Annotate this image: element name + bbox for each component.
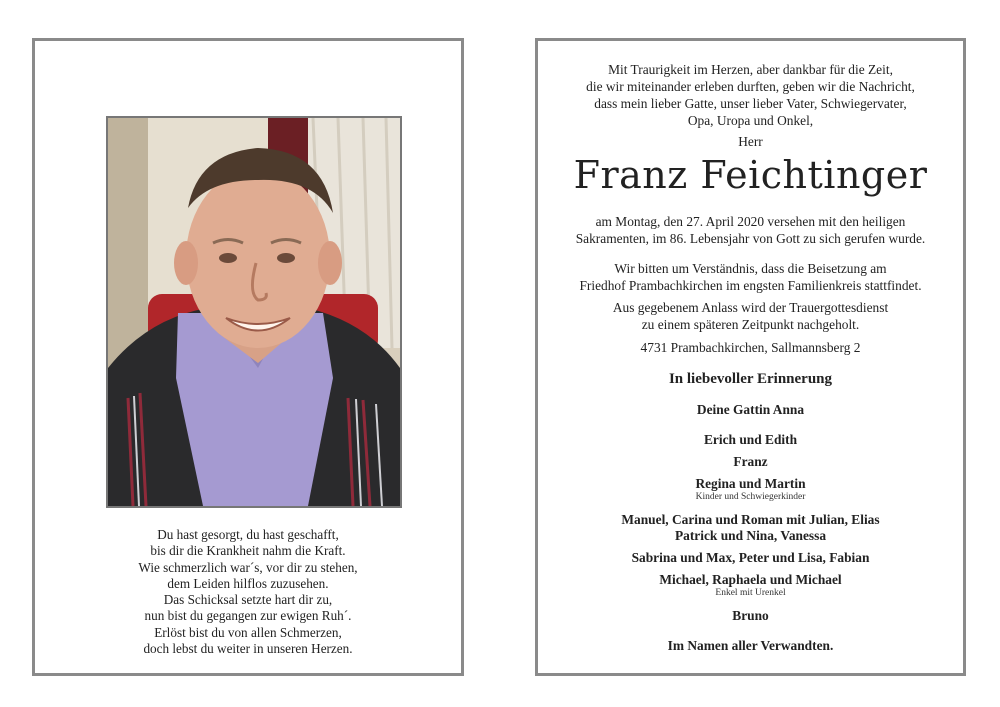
intro-line: Opa, Uropa und Onkel,: [687, 113, 814, 128]
closing-line: Im Namen aller Verwandten.: [667, 638, 834, 653]
children-caption: Kinder und Schwiegerkinder: [695, 492, 806, 502]
grandchildren-caption: Enkel mit Urenkel: [715, 588, 786, 598]
child-entry: Erich und Edith: [703, 432, 798, 447]
poem-line: nun bist du gegangen zur ewigen Ruh´.: [144, 608, 352, 624]
deceased-name: Franz Feichtinger: [573, 153, 928, 197]
burial-notice-line: Wir bitten um Verständnis, dass die Beisetzung am: [614, 261, 887, 276]
poem-line: doch lebst du weiter in unseren Herzen.: [143, 641, 353, 657]
poem-line: dem Leiden hilflos zuzusehen.: [167, 575, 329, 591]
child-entry: Franz: [733, 454, 768, 469]
intro-line: dass mein lieber Gatte, unser lieber Vater, Schwiegervater,: [594, 96, 907, 111]
wife: Deine Gattin Anna: [696, 402, 805, 417]
poem-line: Das Schicksal setzte hart dir zu,: [163, 592, 333, 608]
grandchild-entry: Patrick und Nina, Vanessa: [674, 528, 827, 543]
sibling: Bruno: [732, 608, 769, 623]
portrait-photo: [106, 116, 402, 508]
intro-line: Mit Traurigkeit im Herzen, aber dankbar für die Zeit,: [608, 62, 893, 77]
death-notice-line: Sakramenten, im 86. Lebensjahr von Gott zu sich gerufen wurde.: [575, 231, 926, 246]
poem-line: Du hast gesorgt, du hast geschafft,: [157, 527, 339, 542]
intro-line: die wir miteinander erleben durften, geben wir die Nachricht,: [586, 79, 915, 94]
address: 4731 Prambachkirchen, Sallmannsberg 2: [640, 340, 861, 355]
poem-line: bis dir die Krankheit nahm die Kraft.: [150, 543, 346, 559]
portrait-illustration: [108, 118, 400, 506]
service-notice-line: Aus gegebenem Anlass wird der Trauergottesdienst: [612, 300, 889, 315]
poem-line: Wie schmerzlich war´s, vor dir zu stehen,: [138, 559, 358, 575]
right-card: [535, 38, 966, 676]
grandchild-entry: Manuel, Carina und Roman mit Julian, Elias: [621, 512, 880, 527]
service-notice-line: zu einem späteren Zeitpunkt nachgeholt.: [641, 317, 860, 332]
left-card: [32, 38, 464, 676]
grandchild-entry: Sabrina und Max, Peter und Lisa, Fabian: [631, 550, 870, 565]
child-entry: Regina und Martin: [695, 476, 806, 491]
mourners-heading: In liebevoller Erinnerung: [668, 371, 833, 387]
death-notice: [538, 213, 963, 247]
service-notice: [538, 299, 963, 333]
salutation: Herr: [738, 134, 763, 149]
death-notice-line: am Montag, den 27. April 2020 versehen mit den heiligen: [595, 214, 906, 229]
intro-text: [538, 61, 963, 129]
burial-notice: [538, 260, 963, 294]
grandchild-entry: Michael, Raphaela und Michael: [659, 572, 842, 587]
memorial-poem: [35, 527, 461, 657]
burial-notice-line: Friedhof Prambachkirchen im engsten Familienkreis stattfindet.: [579, 278, 922, 293]
poem-line: Erlöst bist du von allen Schmerzen,: [154, 624, 342, 640]
